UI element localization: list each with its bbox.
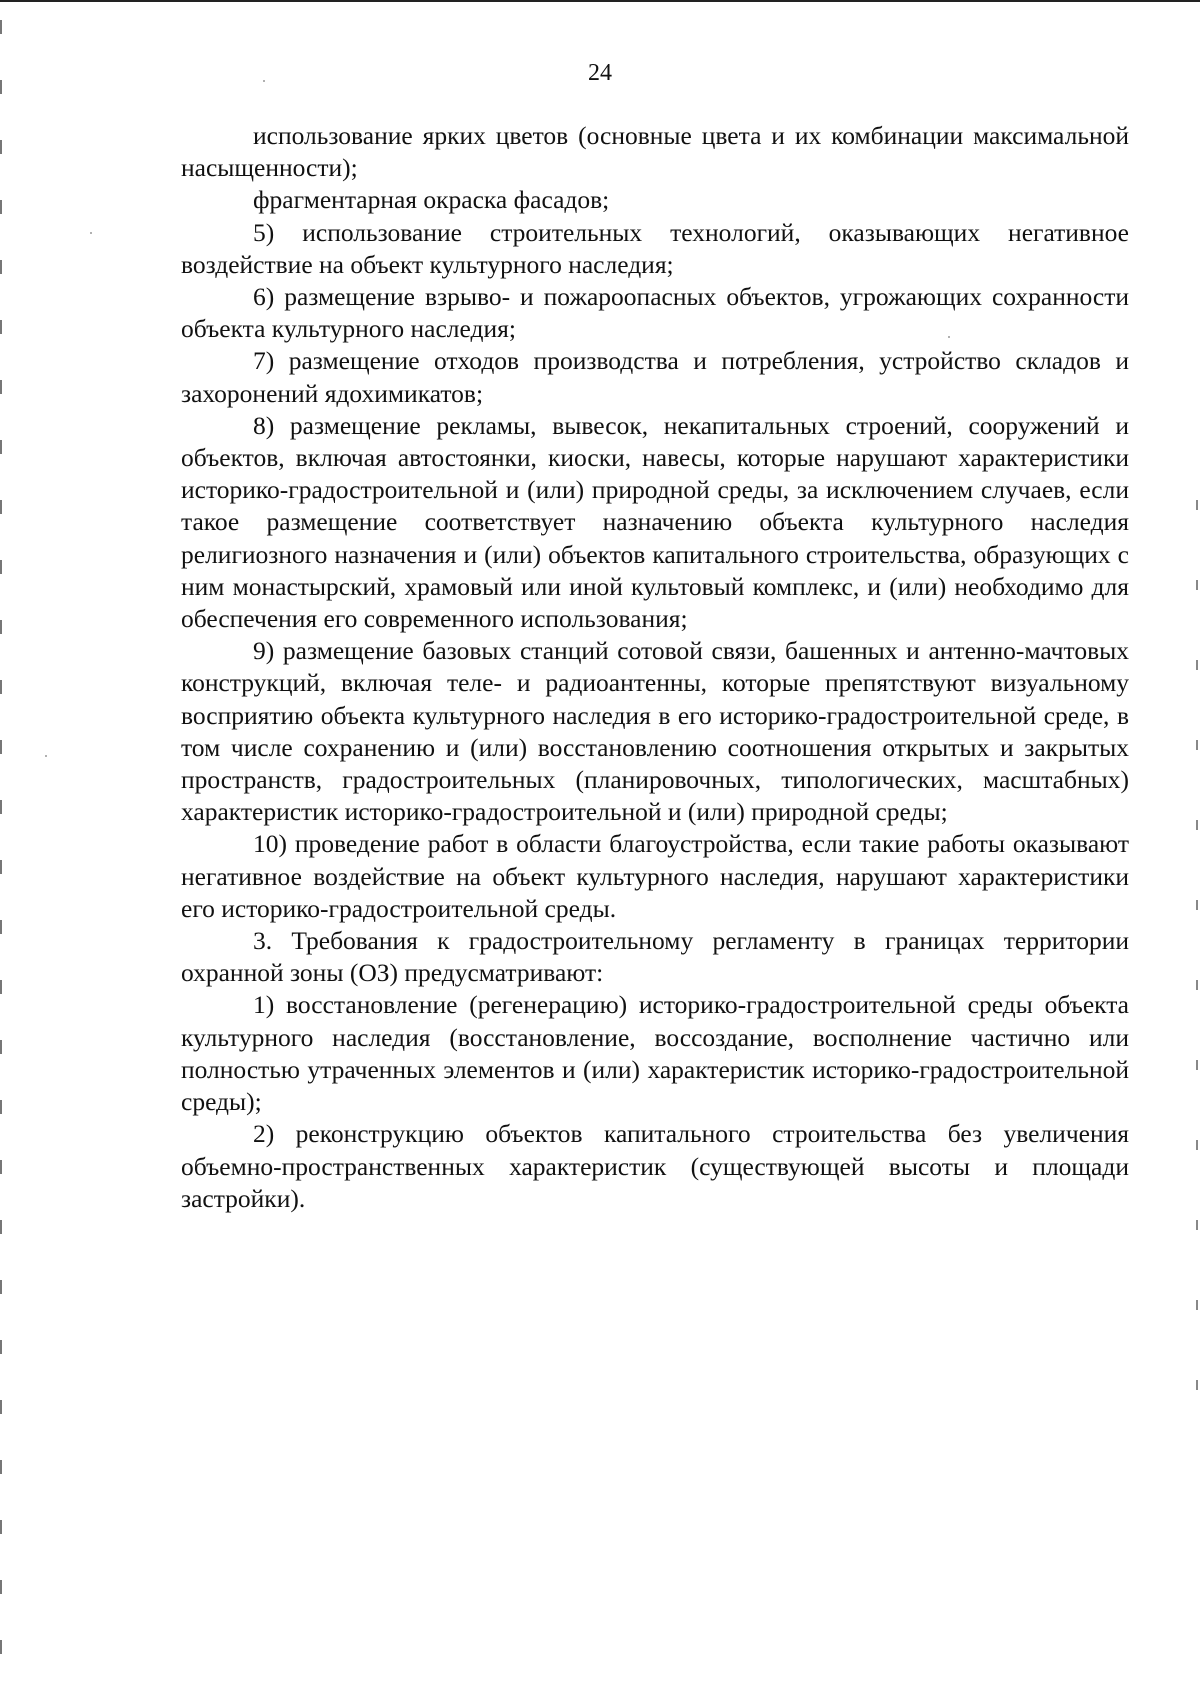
scan-left-edge <box>0 20 2 1660</box>
scan-top-border <box>0 0 1200 2</box>
paragraph: 7) размещение отходов производства и потребления, устройство складов и захоронений ядохимикатов; <box>181 346 1129 408</box>
scan-right-edge <box>1196 500 1198 1400</box>
scan-speck <box>90 232 92 234</box>
paragraph: 2) реконструкцию объектов капитального строительства без увеличения объемно-пространственных характеристик (существующей высоты и площади застройки). <box>181 1119 1129 1213</box>
scan-speck <box>45 755 47 757</box>
paragraph: 3. Требования к градостроительному регламенту в границах территории охранной зоны (ОЗ) предусматривают: <box>181 926 1129 988</box>
paragraph: 9) размещение базовых станций сотовой связи, башенных и антенно-мачтовых конструкций, включая теле- и радиоантенны, которые препятствуют визуальному восприятию объекта культурного наследия в его историко-градостроительной среде, в том числе сохранению и (или) восстановлению соотношения открытых и закрытых пространств, градостроительных (планировочных, типологических, масштабных) характеристик историко-градостроительной и (или) природной среды; <box>181 636 1129 827</box>
paragraph: 1) восстановление (регенерацию) историко-градостроительной среды объекта культурного наследия (восстановление, воссоздание, восполнение частично или полностью утраченных элементов и (или) характеристик историко-градостроительной среды); <box>181 990 1129 1117</box>
paragraph: 6) размещение взрыво- и пожароопасных объектов, угрожающих сохранности объекта культурного наследия; <box>181 282 1129 344</box>
document-body <box>181 120 1129 1215</box>
paragraph: фрагментарная окраска фасадов; <box>253 185 610 215</box>
paragraph: 10) проведение работ в области благоустройства, если такие работы оказывают негативное воздействие на объект культурного наследия, нарушают характеристики его историко-градостроительной среды. <box>181 829 1129 923</box>
paragraph: 8) размещение рекламы, вывесок, некапитальных строений, сооружений и объектов, включая автостоянки, киоски, навесы, которые нарушают характеристики историко-градостроительной и (или) природной среды, за исключением случаев, если такое размещение соответствует назначению объекта культурного наследия религиозного назначения и (или) объектов капитального строительства, образующих с ним монастырский, храмовый или иной культовый комплекс, и (или) необходимо для обеспечения его современного использования; <box>181 410 1129 634</box>
paragraph: использование ярких цветов (основные цвета и их комбинации максимальной насыщенности); <box>181 121 1129 183</box>
page-number: 24 <box>588 60 612 86</box>
paragraph: 5) использование строительных технологий, оказывающих негативное воздействие на объект культурного наследия; <box>181 217 1129 279</box>
